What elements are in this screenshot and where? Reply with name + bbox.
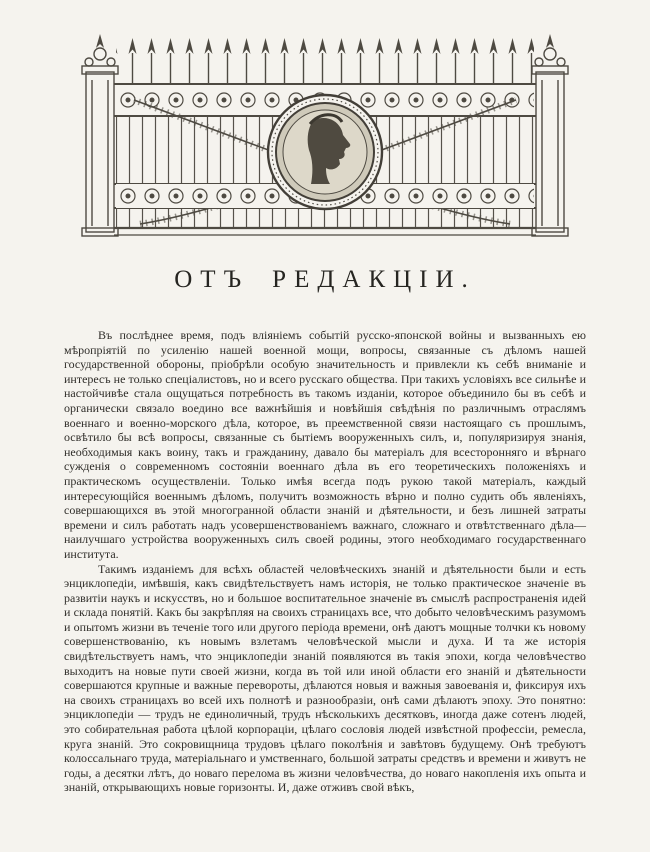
header-engraving [70,32,580,259]
section-heading: ОТЪ РЕДАКЦІИ. [174,266,476,293]
body-text [64,328,586,795]
paragraph-2: Такимъ изданіемъ для всѣхъ областей человѣческихъ знаній и дѣятельности были и есть энциклопедіи, имѣвшія, какъ свидѣтельствуетъ намъ исторія, не только практическое значеніе въ развитіи наукъ и искусствъ, но и большое воспитательное значеніе въ смыслѣ распространенія идей и склада понятій. Какъ бы закрѣпляя на своихъ страницахъ все, что добыто человѣческимъ разумомъ и опытомъ жизни въ теченіе того или другого періода времени, онѣ даютъ мощные толчки къ новому совершенствованію, къ новымъ взлетамъ человѣческой мысли и духа. И та же исторія свидѣтельствуетъ намъ, что энциклопедіи знаній появляются въ такія эпохи, когда человѣчество выходитъ на новые пути своей жизни, когда въ той или иной области его знаній и дѣятельности совершаются крупные и важные перевороты, дѣлаются новыя и важныя завоеванія и, фиксируя ихъ на своихъ страницахъ во всей ихъ полнотѣ и разнообразіи, онѣ сами дѣлаютъ эпоху. Это понятно: энциклопедіи — трудъ не единоличный, трудъ нѣсколькихъ десятковъ, иногда даже сотенъ людей, это собирательная работа цѣлой корпораціи, цѣлаго сословія людей извѣстной профессіи, ремесла, круга знаній. Это сокровищница трудовъ цѣлаго поколѣнія и завѣтовъ будущему. Онѣ требуютъ колоссальнаго труда, матеріальнаго и умственнаго, большой затраты средствъ и времени и живутъ не годы, а десятки лѣтъ, до новаго перелома въ жизни человѣчества, до новаго накопленія ихъ опыта и знаній, открывающихъ новые горизонты. И, даже отживъ свой вѣкъ, [64,561,586,795]
medallion-profile-icon [268,95,382,209]
paragraph-1: Въ послѣднее время, подъ вліяніемъ событій русско-японской войны и вызванныхъ ею мѣропріятій по усиленію нашей военной мощи, вопросы, связанные съ дѣломъ нашей государственной обороны, пріобрѣли особую значительность и привлекли къ себѣ вниманіе и интересъ не только спеціалистовъ, но и всего русскаго общества. При такихъ условіяхъ все сильнѣе и настойчивѣе стала ощущаться потребность въ такомъ изданіи, которое объединило бы въ себѣ и органически связало воедино все важнѣйшія и новѣйшія свѣдѣнія по различнымъ отраслямъ военнаго и военно-морского дѣла, которое, въ преемственной связи настоящаго съ прошлымъ, освѣтило бы всѣ вопросы, связанные съ бытіемъ вооруженныхъ силъ, и, популяризируя знанія, необходимыя какъ воину, такъ и гражданину, давало бы матеріалъ для всесторонняго и вѣрнаго сужденія о современномъ состояніи военнаго дѣла въ его теоретическихъ положеніяхъ и практическомъ осуществленіи. Только имѣя всегда подъ рукою такой матеріалъ, каждый интересующійся военнымъ дѣломъ, получитъ возможность вѣрно и полно судить объ явленіяхъ, совершающихся въ этой многогранной области знаній и дѣятельности, и безъ лишней затраты времени и силъ работать надъ усовершенствованіемъ важнаго, сложнаго и отвѣтственнаго дѣла—наилучшаго устройства вооруженныхъ силъ своей родины, этого необходимаго государственнаго института. [64,328,586,561]
fence-medallion-engraving-icon [70,32,580,254]
